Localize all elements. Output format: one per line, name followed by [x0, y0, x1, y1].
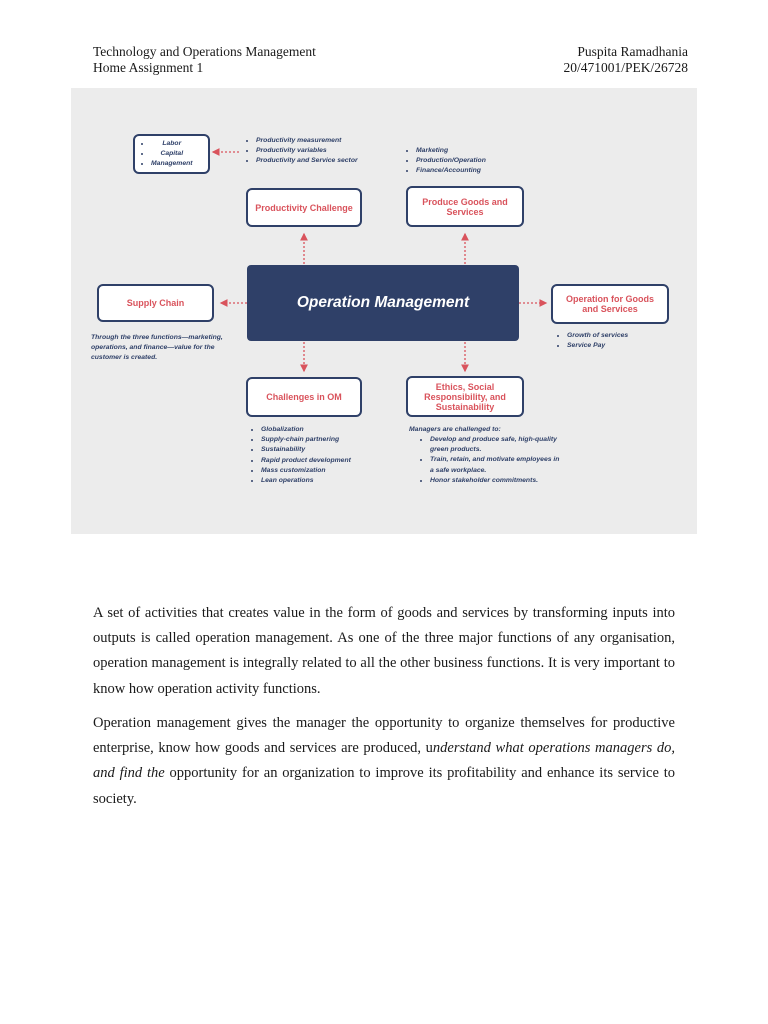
challenge-item: • Mass customization: [261, 466, 351, 476]
operation-goods-item: • Service Pay: [567, 341, 628, 351]
productivity-item: • Productivity and Service sector: [256, 156, 358, 166]
operation-goods-box: [551, 284, 669, 324]
ethics-label: Ethics, Social Responsibility, and Sustainability: [424, 381, 506, 412]
resource-item: • Labor: [151, 139, 193, 149]
operation-management-box: [247, 265, 519, 341]
ethics-item: • Develop and produce safe, high-quality green products.: [430, 435, 565, 455]
productivity-challenge-label: Productivity Challenge: [255, 202, 353, 213]
functions-list: [405, 146, 486, 177]
produce-goods-box: [406, 186, 524, 227]
managers-note: Managers are challenged to:: [409, 426, 501, 433]
ethics-list: [419, 435, 565, 486]
resource-item: • Management: [151, 159, 193, 169]
produce-goods-label: Produce Goods and Services: [422, 196, 508, 217]
ethics-box: [406, 376, 524, 417]
operation-goods-item: • Growth of services: [567, 331, 628, 341]
challenge-item: • Globalization: [261, 425, 351, 435]
header-right: [563, 44, 688, 76]
om-diagram: [71, 88, 697, 534]
header-left: [93, 44, 316, 76]
challenge-item: • Sustainability: [261, 445, 351, 455]
challenge-item: • Supply-chain partnering: [261, 435, 351, 445]
challenges-om-box: [246, 377, 362, 417]
productivity-item: • Productivity variables: [256, 146, 358, 156]
supply-chain-box: [97, 284, 214, 322]
paragraph-2-text-c: opportunity for an organization to improve its profitability and enhance its service to society.: [93, 765, 675, 807]
resource-item: • Capital: [151, 149, 193, 159]
resources-box: [133, 134, 210, 174]
resources-list: [141, 139, 193, 170]
ethics-item: • Train, retain, and motivate employees in a safe workplace.: [430, 455, 565, 475]
paragraph-1: A set of activities that creates value in the form of goods and services by transforming inputs into outputs is called operation management. As one of the three major functions of any organisation, operation management is integrally related to all the other business functions. It is very important to know how operation activity functions.: [93, 605, 675, 697]
function-item: • Finance/Accounting: [416, 166, 486, 176]
paragraph-2-text-a: Operation management gives the manager the opportunity to organize themselves for productive enterprise, know how goods and services are produced, u: [93, 715, 675, 757]
operation-goods-list: [556, 331, 628, 351]
assignment-title: Home Assignment 1: [93, 60, 204, 75]
supply-chain-note: Through the three functions—marketing, operations, and finance—value for the customer is created.: [91, 334, 223, 362]
function-item: • Production/Operation: [416, 156, 486, 166]
paragraph-2: [93, 711, 675, 812]
ethics-item: • Honor stakeholder commitments.: [430, 476, 565, 486]
operation-management-label: Operation Management: [296, 294, 470, 311]
productivity-list: [245, 136, 358, 167]
productivity-item: • Productivity measurement: [256, 136, 358, 146]
supply-chain-label: Supply Chain: [126, 298, 185, 308]
productivity-challenge-box: [246, 188, 362, 227]
challenges-om-label: Challenges in OM: [266, 392, 342, 402]
course-title: Technology and Operations Management: [93, 44, 316, 59]
challenges-list: [250, 425, 351, 486]
operation-goods-label: Operation for Goods and Services: [565, 294, 654, 314]
paragraph-2-italic: nderstand what operations managers do, and find the: [93, 740, 676, 782]
author-name: Puspita Ramadhania: [577, 44, 688, 59]
function-item: • Marketing: [416, 146, 486, 156]
challenge-item: • Lean operations: [261, 476, 351, 486]
challenge-item: • Rapid product development: [261, 456, 351, 466]
student-id: 20/471001/PEK/26728: [563, 60, 688, 75]
